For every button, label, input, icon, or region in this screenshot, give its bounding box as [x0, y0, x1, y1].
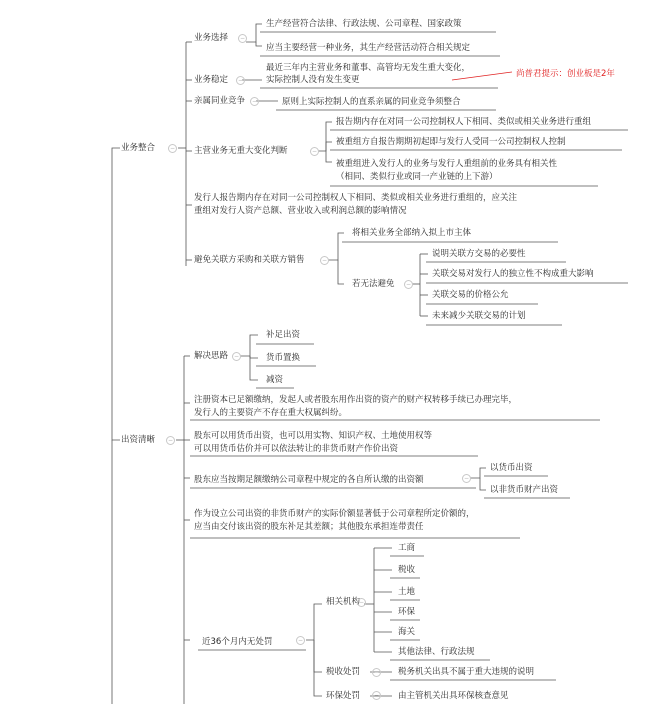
leaf-unavoidable-2: 关联交易对发行人的独立性不构成重大影响	[432, 269, 594, 279]
node-env-penalty[interactable]: 环保处罚	[326, 691, 361, 701]
leaf-shareholder-nonmonetary-line1: 股东可以用货币出资，也可以用实物、知识产权、土地使用权等	[194, 431, 433, 441]
collapse-icon[interactable]: −	[405, 281, 412, 288]
leaf-business-selection-2: 应当主要经营一种业务，其生产经营活动符合相关规定	[266, 43, 471, 53]
collapse-icon[interactable]: −	[358, 599, 365, 606]
leaf-unavoidable-4: 未来减少关联交易的计划	[432, 311, 526, 321]
leaf-avoid-related-1: 将相关业务全部纳入拟上市主体	[352, 228, 472, 238]
node-solution[interactable]: 解决思路	[194, 351, 229, 361]
leaf-shareholder-nonmonetary-line2: 可以用货币估价并可以依法转让的非货币财产作价出资	[194, 444, 399, 454]
collapse-icon[interactable]: −	[463, 475, 470, 482]
leaf-unavoidable-3: 关联交易的价格公允	[432, 290, 509, 300]
node-capital-contribution[interactable]: 出资清晰	[121, 435, 156, 445]
collapse-icon[interactable]: −	[251, 98, 258, 105]
collapse-icon[interactable]: −	[237, 77, 244, 84]
node-relative-competition[interactable]: 亲属同业竞争	[194, 96, 246, 106]
leaf-full-payment-2: 以非货币财产出资	[490, 485, 559, 495]
leaf-agency-3: 土地	[398, 587, 416, 597]
collapse-icon[interactable]: −	[373, 669, 380, 676]
leaf-agency-1: 工商	[398, 543, 416, 553]
collapse-icon[interactable]: −	[167, 437, 174, 444]
node-tax-penalty[interactable]: 税收处罚	[326, 667, 361, 677]
leaf-nonmonetary-value-line1: 作为设立公司出资的非货币财产的实际价额显著低于公司章程所定价额的，	[194, 509, 475, 519]
collapse-icon[interactable]: −	[297, 637, 304, 644]
collapse-icon[interactable]: −	[373, 692, 380, 699]
leaf-agency-4: 环保	[398, 607, 416, 617]
node-avoid-related[interactable]: 避免关联方采购和关联方销售	[194, 255, 305, 265]
leaf-no-major-change-2: 被重组方自报告期期初起即与发行人受同一公司控制权人控制	[336, 137, 566, 147]
leaf-business-stable-line2: 实际控制人没有发生变更	[266, 75, 360, 85]
leaf-env-penalty: 由主管机关出具环保核查意见	[398, 691, 509, 701]
collapse-icon[interactable]: −	[311, 148, 318, 155]
leaf-no-major-change-4: （相同、类似行业或同一产业链的上下游）	[336, 172, 498, 182]
node-business-stable[interactable]: 业务稳定	[194, 75, 229, 85]
leaf-business-selection-1: 生产经营符合法律、行政法规、公司章程、国家政策	[266, 19, 462, 29]
leaf-issuer-restructure-line1: 发行人报告期内存在对同一公司控制权人下相同、类似或相关业务进行重组的，应关注	[194, 193, 518, 203]
leaf-registered-capital-line1: 注册资本已足额缴纳，发起人或者股东用作出资的资产的财产权转移手续已办理完毕，	[194, 395, 518, 405]
leaf-no-major-change-1: 报告期内存在对同一公司控制权人下相同、类似或相关业务进行重组	[336, 117, 592, 127]
leaf-agency-2: 税收	[398, 565, 416, 575]
node-no-penalty-36m[interactable]: 近36个月内无处罚	[202, 637, 273, 647]
collapse-icon[interactable]: −	[169, 145, 176, 152]
leaf-relative-competition: 原则上实际控制人的直系亲属的同业竞争须整合	[282, 97, 461, 107]
leaf-unavoidable-1: 说明关联方交易的必要性	[432, 249, 526, 259]
leaf-solution-2: 货币置换	[266, 353, 301, 363]
collapse-icon[interactable]: −	[233, 353, 240, 360]
leaf-solution-1: 补足出资	[266, 330, 301, 340]
collapse-icon[interactable]: −	[239, 35, 246, 42]
leaf-agency-6: 其他法律、行政法规	[398, 647, 475, 657]
leaf-business-stable-line1: 最近三年内主营业务和董事、高管均无发生重大变化，	[266, 63, 471, 73]
leaf-agency-5: 海关	[398, 627, 416, 637]
leaf-issuer-restructure-line2: 重组对发行人资产总额、营业收入或利润总额的影响情况	[194, 206, 407, 216]
leaf-nonmonetary-value-line2: 应当由交付该出资的股东补足其差额；其他股东承担连带责任	[194, 522, 424, 532]
node-business-selection[interactable]: 业务选择	[194, 33, 229, 43]
leaf-tax-penalty: 税务机关出具不属于重大违规的说明	[398, 667, 535, 677]
leaf-solution-3: 减资	[266, 375, 284, 385]
note-chinext-tip: 尚普君提示：创业板是2年	[516, 69, 615, 79]
leaf-registered-capital-line2: 发行人的主要资产不存在重大权属纠纷。	[194, 408, 348, 418]
node-agencies[interactable]: 相关机构	[326, 597, 361, 607]
leaf-full-payment-1: 以货币出资	[490, 463, 533, 473]
node-full-payment[interactable]: 股东应当按期足额缴纳公司章程中规定的各自所认缴的出资额	[194, 475, 424, 485]
collapse-icon[interactable]: −	[321, 257, 328, 264]
node-unavoidable[interactable]: 若无法避免	[352, 279, 395, 289]
leaf-no-major-change-3: 被重组进入发行人的业务与发行人重组前的业务具有相关性	[336, 159, 558, 169]
node-business-integration[interactable]: 业务整合	[121, 143, 156, 153]
node-no-major-change[interactable]: 主营业务无重大变化判断	[194, 146, 288, 156]
